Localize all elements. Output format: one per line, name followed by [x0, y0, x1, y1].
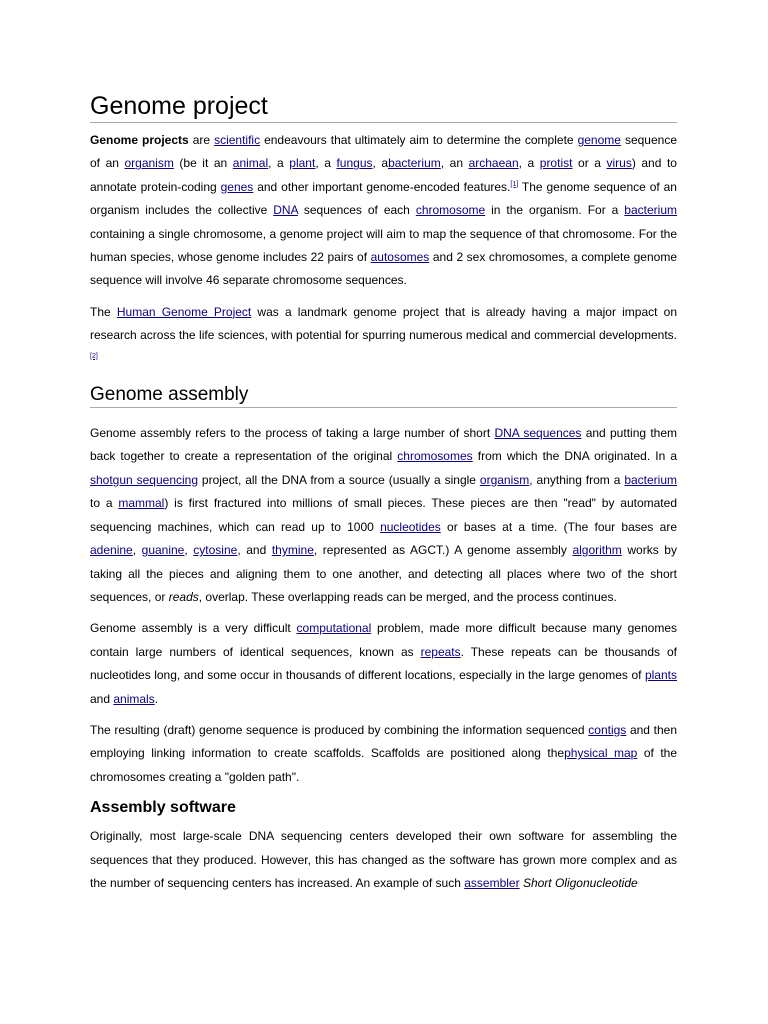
text-run: and other important genome-encoded features. [253, 179, 511, 194]
link-bacterium-3[interactable]: bacterium [624, 472, 678, 487]
text-run: was a landmark genome project that is already having a major impact on research across the life sciences, with potential for spurring numerous medical and commercial developments. [90, 304, 677, 343]
assembly-paragraph-1 [90, 422, 677, 609]
text-run: , anything from a [529, 472, 625, 487]
link-chromosomes[interactable]: chromosomes [397, 449, 473, 464]
text-run: or bases at a time. (The four bases are [440, 519, 677, 534]
text-run: , and [237, 543, 272, 558]
link-human-genome-project[interactable]: Human Genome Project [116, 304, 252, 319]
text-run: and [90, 691, 114, 706]
text-run: or a [572, 156, 607, 171]
text-run: Originally, most large-scale DNA sequencing centers developed their own software for assembling the sequences that they produced. However, this has changed as the software has grown more complex and as the number of sequencing centers has increased. An example of such [90, 829, 677, 890]
link-scientific[interactable]: scientific [214, 133, 261, 147]
link-animals[interactable]: animals [113, 691, 155, 706]
text-run: sequence of an [90, 133, 677, 171]
text-run: of the chromosomes creating a "golden path". [90, 746, 678, 784]
link-contigs[interactable]: contigs [588, 722, 627, 737]
text-run: from which the DNA originated. In a [472, 449, 678, 464]
link-organism-2[interactable]: organism [479, 472, 530, 487]
text-run: are [188, 133, 215, 147]
link-virus[interactable]: virus [606, 156, 632, 171]
reference-2 [90, 353, 98, 360]
link-dna-sequences[interactable]: DNA sequences [494, 426, 582, 441]
text-run: The resulting (draft) genome sequence is produced by combining the information sequenced [90, 722, 589, 737]
link-fungus[interactable]: fungus [336, 156, 373, 171]
text-run: Genome assembly is a very difficult [90, 621, 297, 636]
link-animal[interactable]: animal [232, 156, 269, 171]
text-run: , overlap. These overlapping reads can be merged, and the process continues. [198, 589, 617, 604]
link-plants[interactable]: plants [644, 668, 677, 683]
text-run: , [184, 543, 194, 558]
link-mammal[interactable]: mammal [118, 496, 165, 511]
link-genes[interactable]: genes [220, 179, 254, 194]
italic-term-short-oligonucleotide: Short Oligonucleotide [522, 875, 638, 890]
link-dna[interactable]: DNA [273, 203, 298, 218]
link-computational[interactable]: computational [296, 621, 372, 636]
link-autosomes[interactable]: autosomes [370, 250, 430, 265]
link-assembler[interactable]: assembler [464, 875, 520, 890]
link-guanine[interactable]: guanine [141, 543, 185, 558]
link-bacterium-2[interactable]: bacterium [624, 203, 677, 218]
hgp-paragraph [90, 301, 677, 371]
link-algorithm[interactable]: algorithm [572, 543, 622, 558]
text-run: to a [90, 496, 119, 511]
text-run: sequences of each [297, 203, 416, 218]
intro-paragraph [90, 129, 677, 293]
text-run: , represented as AGCT.) A genome assembly [313, 543, 573, 558]
link-shotgun-sequencing[interactable]: shotgun sequencing [90, 472, 199, 487]
link-chromosome[interactable]: chromosome [415, 203, 486, 218]
text-run: Genome assembly refers to the process of taking a large number of short [90, 426, 495, 441]
text-run: works by taking all the pieces and aligning them to one another, and detecting all places where two of the short sequences, or [90, 543, 677, 604]
text-run: , a [518, 156, 540, 171]
text-run: , a [372, 156, 389, 171]
link-plant[interactable]: plant [289, 156, 316, 171]
software-paragraph [90, 825, 677, 895]
text-run: ) and to annotate protein-coding [90, 156, 677, 194]
reference-1 [510, 181, 518, 188]
text-run: , [132, 543, 142, 558]
text-run: . These repeats can be thousands of nucleotides long, and some occur in thousands of different locations, especially in the large genomes of [90, 644, 678, 683]
text-run: The [90, 304, 117, 319]
text-run: ) is first fractured into millions of small pieces. These pieces are then "read" by automated sequencing machines, which can read up to 1000 [90, 496, 677, 534]
text-run: endeavours that ultimately aim to determine the complete [260, 133, 578, 147]
link-repeats[interactable]: repeats [420, 644, 461, 659]
text-run: in the organism. For a [485, 203, 625, 218]
reference-link-1[interactable]: [1] [510, 180, 519, 188]
link-nucleotides[interactable]: nucleotides [380, 519, 441, 534]
reference-link-2[interactable]: [2] [90, 352, 98, 360]
link-bacterium[interactable]: bacterium [388, 156, 441, 171]
article-content [90, 90, 677, 903]
subsection-heading-assembly-software: Assembly software [90, 799, 236, 817]
text-run: and 2 sex chromosomes, a complete genome sequence will involve 46 separate chromosome sequences. [90, 250, 677, 288]
link-adenine[interactable]: adenine [90, 543, 133, 558]
link-cytosine[interactable]: cytosine [193, 543, 238, 558]
link-organism[interactable]: organism [124, 156, 174, 171]
link-protist[interactable]: protist [539, 156, 573, 171]
text-run: (be it an [173, 156, 233, 171]
link-physical-map[interactable]: physical map [564, 746, 638, 761]
text-run: and then employing linking information to create scaffolds. Scaffolds are positioned along the [90, 722, 678, 761]
text-run: . [154, 691, 159, 706]
bold-term: Genome projects [90, 133, 189, 147]
text-run: , an [440, 156, 469, 171]
assembly-paragraph-3 [90, 719, 677, 789]
section-heading-genome-assembly: Genome assembly [90, 383, 677, 408]
link-thymine[interactable]: thymine [271, 543, 314, 558]
text-run: containing a single chromosome, a genome project will aim to map the sequence of that chromosome. For the human species, whose genome includes 22 pairs of [90, 226, 677, 265]
assembly-paragraph-2 [90, 617, 677, 711]
link-genome[interactable]: genome [577, 133, 621, 147]
italic-term-reads: reads [168, 589, 199, 604]
text-run: and putting them back together to create a representation of the original [90, 426, 677, 464]
text-run: The genome sequence of an organism includes the collective [90, 179, 677, 218]
text-run: problem, made more difficult because many genomes contain large numbers of identical sequences, known as [90, 621, 677, 659]
text-run: , a [315, 156, 337, 171]
page-title: Genome project [90, 90, 677, 123]
text-run: , a [268, 156, 290, 171]
link-archaean[interactable]: archaean [468, 156, 519, 171]
text-run: project, all the DNA from a source (usually a single [198, 472, 480, 487]
